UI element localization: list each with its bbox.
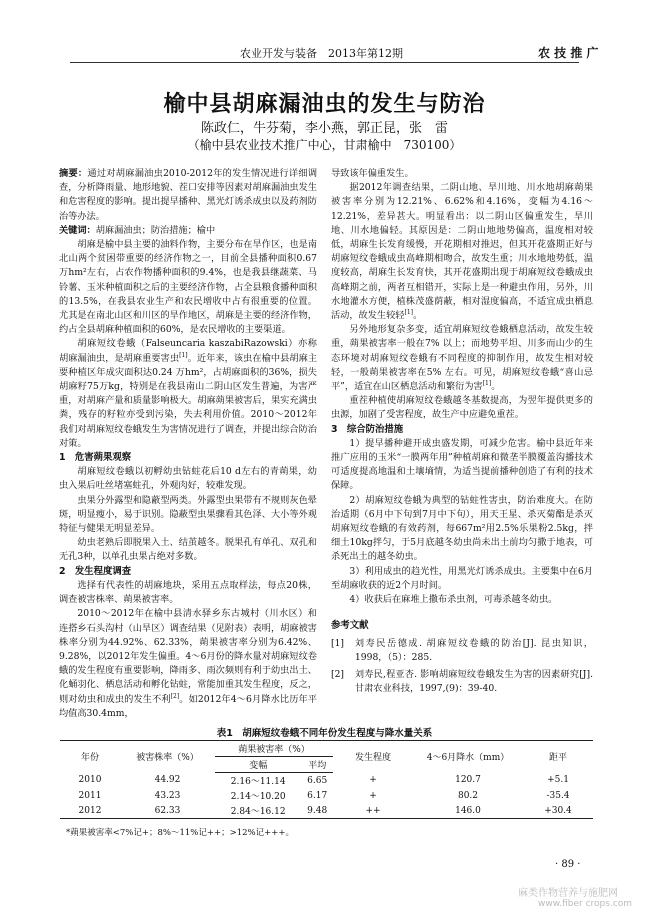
- measure-1: 1）提早播种避开成虫盛发期，可减少危害。榆中县近年来推广应用的玉米“一膜两年用”种植胡麻和微垄半膜覆盖沟播技术可适度提高地温和土壤墒情，为适当提前播种创造了有利的技术保障。: [331, 437, 593, 492]
- text-run: 据2012年调查结果，二阴山地、旱川地、川水地胡麻蒴果被害率分别为12.21%、6.62%和4.16%，变幅为4.16～12.21%，差异甚大。明显看出：以二阴山区偏重发生，旱川地、川水地偏轻。其原因是：二阴山地地势偏高，温度相对较低，胡麻生长发育缓慢，开花期相对推迟，但其开花盛期正好与胡麻短纹卷蛾成虫高峰期相吻合，故发生重；川水地地势低，温度较高，胡麻生长发育快，其开花盛期出现于胡麻短纹卷蛾成虫高峰期之前，两者互相错开，实际上是一种避虫作用，另外，川水地灌水方便，植株茂盛荫蔽，相对湿度偏高，不适宜成虫栖息活动，故发生较轻: [331, 182, 593, 322]
- cell-range: 2.14～10.20: [230, 792, 286, 802]
- header-pod-rate: 蒴果被害率（%）: [215, 741, 333, 757]
- article-title: 榆中县胡麻漏油虫的发生与防治: [163, 92, 486, 117]
- page-number: · 89 ·: [555, 859, 581, 870]
- reference-number: [2]: [331, 668, 345, 680]
- references-title: 参考文献: [331, 620, 369, 632]
- paragraph: [59, 607, 317, 721]
- cell-deviation: -35.4: [546, 790, 570, 801]
- cell-average: 9.48: [301, 803, 333, 819]
- author-list: 陈政仁，牛芬菊，李小燕，郭正昆，张 雷: [200, 121, 448, 136]
- header-plant-rate: 被害株率（%）: [120, 741, 215, 773]
- text-run: 。: [491, 381, 501, 393]
- watermark-text: 麻类作物营养与施肥网: [518, 888, 618, 899]
- paragraph: 幼虫老熟后即脱果入土、结茧越冬。脱果孔有单孔、双孔和无孔3种，以单孔虫果占绝对多数。: [59, 537, 317, 563]
- paragraph: [331, 181, 593, 323]
- header-degree: 发生程度: [333, 741, 413, 773]
- table-note: *蒴果被害率<7%记+；8%～11%记++；>12%记+++。: [66, 828, 294, 838]
- cell-year: 2010: [78, 775, 102, 786]
- cell-rainfall: 80.2: [457, 790, 479, 801]
- citation: [1]: [179, 351, 188, 359]
- reference-text: 刘寿民岳德成. 胡麻短纹卷蛾的防治[J]. 昆虫知识，1998，（5）：285.: [354, 637, 593, 663]
- paragraph: 胡麻短纹卷蛾以初孵幼虫钻蛀花后10 d左右的青蒴果，幼虫入果后吐丝堵塞蛀孔，外观肉好，较难发现。: [59, 466, 317, 492]
- section-heading: 3 综合防治措施: [331, 423, 404, 435]
- paragraph: 选择有代表性的胡麻地块，采用五点取样法，每点20株，调查被害株率、蒴果被害率。: [59, 579, 317, 606]
- abstract-text: 通过对胡麻漏油虫2010-2012年的发生情况进行详细调查，分析降雨量、地形地貌、茬口安排等因素对胡麻漏油虫发生和危害程度的影响。提出提早播种、黑光灯诱杀成虫以及药剂防治等办法。: [59, 168, 318, 222]
- text-run: 。: [413, 310, 423, 322]
- citation: [1]: [404, 308, 413, 316]
- cell-rainfall: 146.0: [413, 803, 523, 819]
- running-header: [0, 43, 649, 63]
- cell-plant-rate: 43.23: [154, 790, 181, 801]
- keywords: [59, 224, 317, 238]
- paragraph: 导致该年偏重发生。: [331, 168, 414, 179]
- paragraph: 虫果分外露型和隐蔽型两类。外露型虫果带有不规则灰色晕斑，明显瘦小，易于识别。隐蔽型虫果骤看其色泽、大小等外观特征与健果无明显差异。: [59, 494, 317, 535]
- paragraph: 重茬种植使胡麻短纹卷蛾越冬基数提高，为翌年提供更多的虫源，加剧了受害程度，故生产中应避免重茬。: [331, 395, 593, 421]
- data-table: [60, 740, 593, 819]
- magazine-issue: 农业开发与装备 2013年第12期: [240, 47, 403, 60]
- abstract: [59, 167, 317, 224]
- reference-text: 刘寿民,程亚杏. 影响胡麻短纹卷蛾发生为害的因素研究[J]. 甘肃农业科技，1997,(9)：39-40.: [354, 668, 593, 695]
- text-run: 另外地形复杂多变，适宜胡麻短纹卷蛾栖息活动，故发生较重，蒴果被害率一般在7% 以上；而地势平坦、川多而山少的生态环境对胡麻短纹卷蛾有不同程度的抑制作用，故发生相对较轻，一般蒴果被害率在5% 左右。可见，胡麻短纹卷蛾“喜山忌平”，适宜在山区栖息活动和繁衍为害: [331, 324, 593, 393]
- citation: [2]: [170, 692, 180, 700]
- keywords-label: 关键词：: [59, 224, 96, 236]
- cell-plant-rate: 62.33: [120, 803, 215, 819]
- measure-3: 3）利用成虫的趋光性，用黑光灯诱杀成虫。主要集中在6月至胡麻收获的近2个月时间。: [331, 565, 593, 591]
- reference-item: [331, 668, 593, 696]
- cell-range: 2.16～11.14: [230, 777, 286, 787]
- watermark-url: www.fiber crops.com: [538, 899, 633, 909]
- cell-deviation: +5.1: [547, 775, 569, 786]
- keywords-text: 胡麻漏油虫；防治措施；榆中: [95, 224, 216, 236]
- reference-number: [1]: [331, 637, 345, 649]
- section-heading: 1 危害蒴果观察: [59, 452, 132, 464]
- text-run: 胡麻短纹卷蛾（Falseuncaria kaszabiRazowski）亦称胡麻漏油虫，是胡麻重要害虫: [59, 338, 317, 364]
- paragraph: 胡麻是榆中县主要的油料作物，主要分布在旱作区，也是南北山两个贫困带重要的经济作物之一，目前全县播种面积0.67万hm²左右，占农作物播种面积的9.4%，也是我县继蔬菜、马铃薯、玉米种植面积之后的主要经济作物，占全县粮食播种面积的13.5%，在我县农业生产和农民增收中占有很重要的位置。尤其是在南北山区和川区的旱作地区，胡麻是主要的经济作物，约占全县胡麻种植面积的60%，是农民增收的主要渠道。: [59, 239, 317, 336]
- cell-range: 2.84～16.12: [215, 803, 301, 819]
- text-run: 。近年来，该虫在榆中县胡麻主要种植区年成灾面积达0.24 万hm²，占胡麻面积的36%，损失胡麻籽75万kg，特别是在我县南山二阴山区发生普遍，为害严重，对胡麻产量和质量影响极大。胡麻蒴果被害后，果实充满虫粪，残存的籽粒亦受到污染，失去利用价值。2010～2012年我们对胡麻短纹卷蛾发生为害情况进行了调查，并提出综合防治对策。: [59, 352, 318, 449]
- affiliation: （榆中县农业技术推广中心，甘肃榆中 730100）: [187, 138, 462, 152]
- cell-average: 6.65: [307, 775, 328, 786]
- table-row: [60, 773, 593, 789]
- header-rule: [70, 62, 579, 63]
- table-caption: 表1 胡麻短纹卷蛾不同年份发生程度与降水量关系: [216, 728, 433, 739]
- header-range: 变幅: [215, 757, 301, 773]
- cell-degree: +: [369, 790, 377, 801]
- header-year: 年份: [60, 741, 120, 773]
- reference-item: [331, 637, 593, 665]
- cell-degree: ++: [333, 803, 413, 819]
- paragraph: [331, 323, 593, 394]
- cell-degree: +: [369, 775, 377, 786]
- header-deviation: 距平: [523, 741, 593, 773]
- cell-rainfall: 120.7: [455, 775, 481, 786]
- cell-plant-rate: 44.92: [154, 775, 181, 786]
- cell-year: 2012: [60, 803, 120, 819]
- text-run: 。如2012年4～6月降水比历年平均值高30.4mm，: [59, 693, 317, 719]
- measure-4: 4）收获后在麻堆上撒布杀虫剂，可毒杀越冬幼虫。: [349, 594, 558, 606]
- section-heading: 2 发生程度调查: [59, 565, 132, 577]
- right-column: [331, 167, 593, 696]
- left-column: [59, 167, 317, 721]
- section-name: 农 技 推 广: [538, 46, 599, 60]
- citation: [1]: [482, 379, 492, 387]
- header-average: 平均: [301, 757, 333, 773]
- table-row: [60, 788, 593, 803]
- paragraph: [59, 337, 317, 451]
- header-rainfall: 4～6月降水（mm）: [413, 741, 523, 773]
- references: [331, 619, 593, 696]
- cell-deviation: +30.4: [523, 803, 593, 819]
- cell-average: 6.17: [307, 790, 328, 801]
- measure-2: 2）胡麻短纹卷蛾为典型的钻蛀性害虫，防治难度大。在防治适期（6月中下旬到7月中下旬），用天王星、杀灭菊酯是杀灭胡麻短纹卷蛾的有效药剂，每667m²用2.5%乐果粉2.5kg，拌细土10kg拌匀，于5月底越冬幼虫尚未出土前均匀撒于地表，可杀死出土的越冬幼虫。: [331, 494, 593, 563]
- cell-year: 2011: [78, 790, 102, 801]
- abstract-label: 摘要：: [59, 168, 88, 179]
- text-run: 2010～2012年在榆中县清水驿乡东古城村（川水区）和连搭乡石头沟村（山旱区）调查结果（见附表）表明，胡麻被害株率分别为44.92%、62.33%，蒴果被害率分别为6.42%、9.28%，以2012年发生偏重。4～6月份的降水量对胡麻短纹卷蛾的发生程度有重要影响，降雨多、雨次频则有利于幼虫出土、化蛹羽化、栖息活动和孵化钻蛀，常能加重其发生程度，反之，则对幼虫和成虫的发生不利: [59, 608, 317, 705]
- table-row: [60, 803, 593, 819]
